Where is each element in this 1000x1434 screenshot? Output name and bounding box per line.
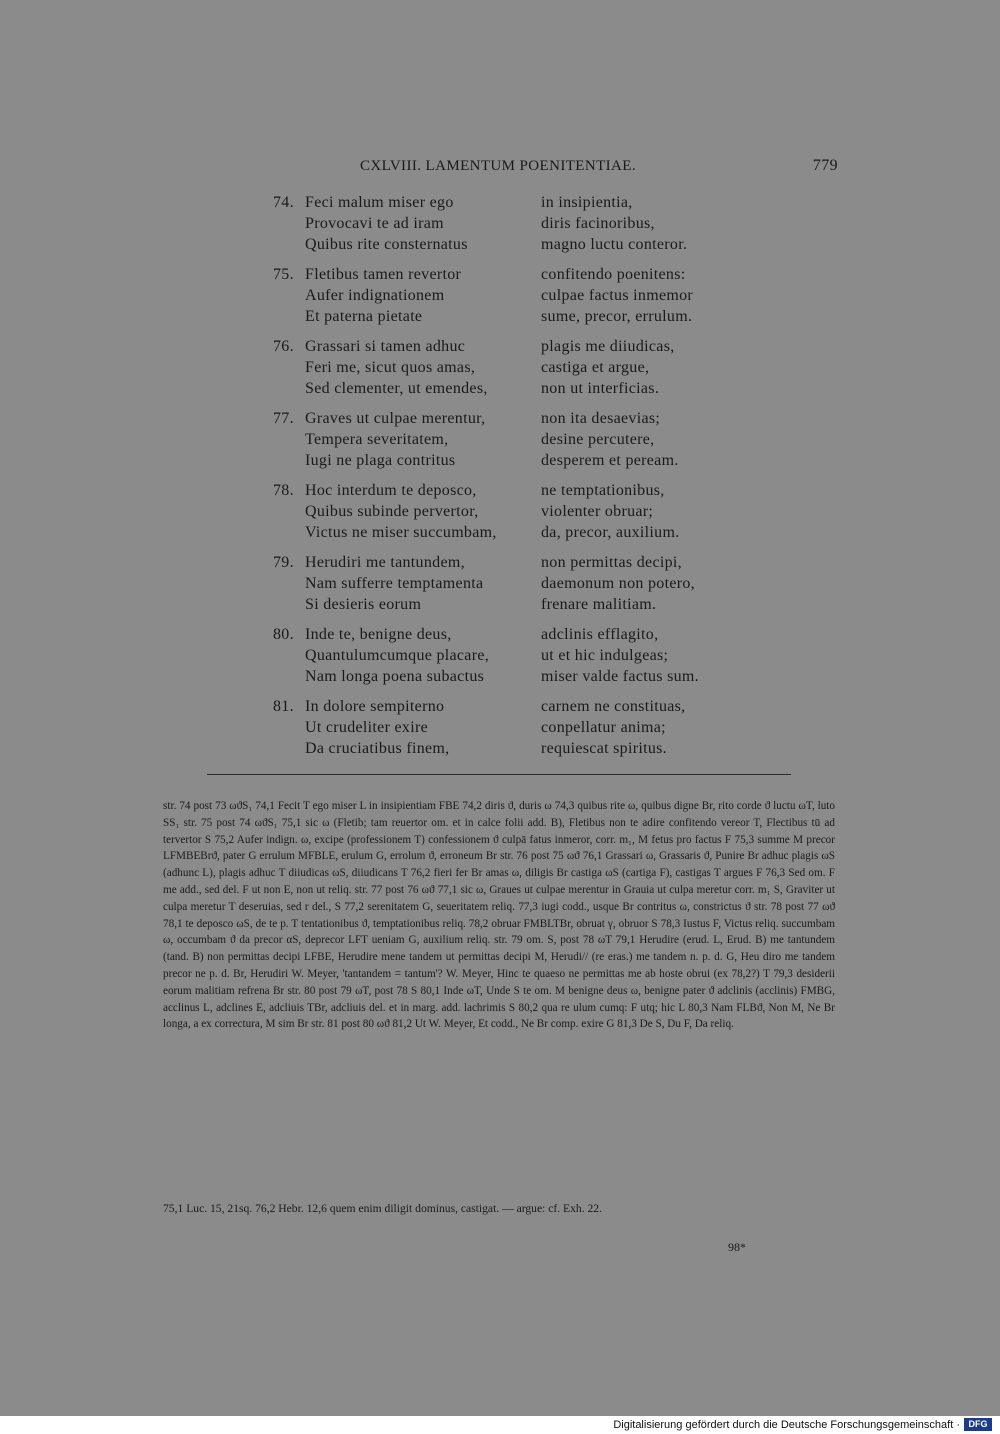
verse-second-half: desperem et peream.: [541, 452, 679, 469]
signature-mark: 98*: [728, 1240, 746, 1254]
verse-line: [273, 336, 793, 357]
verse-first-half: Herudiri me tantundem,: [305, 554, 465, 571]
verse-first-half: Tempera severitatem,: [305, 431, 449, 448]
verse-second-half: non ita desaevias;: [541, 410, 661, 427]
running-header: [360, 157, 838, 175]
verse-line: [273, 738, 793, 759]
verse-second-half: magno luctu conteror.: [541, 236, 688, 253]
verse-first-half: Ut crudeliter exire: [305, 719, 428, 736]
verse-line: [273, 192, 793, 213]
stanza-number: 78.: [273, 482, 294, 499]
verse-second-half: frenare malitiam.: [541, 596, 657, 613]
dfg-logo: DFG: [964, 1418, 992, 1431]
verse-second-half: non ut interficias.: [541, 380, 660, 397]
verse-line: [273, 306, 793, 327]
verse-second-half: conpellatur anima;: [541, 719, 666, 736]
verse-second-half: non permittas decipi,: [541, 554, 682, 571]
verse-second-half: plagis me diiudicas,: [541, 338, 675, 355]
stanza: [273, 336, 793, 399]
running-title: CXLVIII. LAMENTUM POENITENTIAE.: [360, 158, 636, 174]
stanza-number: 75.: [273, 266, 294, 283]
verse-second-half: diris facinoribus,: [541, 215, 655, 232]
verse-second-half: daemonum non potero,: [541, 575, 695, 592]
verse-first-half: Victus ne miser succumbam,: [305, 524, 497, 541]
verse-second-half: miser valde factus sum.: [541, 668, 699, 685]
verse-line: [273, 645, 793, 666]
verse-first-half: Aufer indignationem: [305, 287, 445, 304]
stanza-number: 74.: [273, 194, 294, 211]
verse-first-half: Si desieris eorum: [305, 596, 422, 613]
verse-second-half: ne temptationibus,: [541, 482, 665, 499]
verse-line: [273, 573, 793, 594]
verse-line: [273, 450, 793, 471]
page-number: 779: [812, 157, 838, 174]
verse-first-half: Provocavi te ad iram: [305, 215, 444, 232]
verse-first-half: Graves ut culpae merentur,: [305, 410, 486, 427]
stanza: [273, 264, 793, 327]
verse-first-half: Quibus rite consternatus: [305, 236, 468, 253]
stanza: [273, 696, 793, 759]
verse-second-half: confitendo poenitens:: [541, 266, 686, 283]
verse-first-half: Et paterna pietate: [305, 308, 423, 325]
verse-line: [273, 357, 793, 378]
verse-second-half: in insipientia,: [541, 194, 633, 211]
verse-first-half: In dolore sempiterno: [305, 698, 445, 715]
verse-second-half: ut et hic indulgeas;: [541, 647, 669, 664]
verse-second-half: carnem ne constituas,: [541, 698, 686, 715]
verse-line: [273, 594, 793, 615]
verse-second-half: adclinis efflagito,: [541, 626, 659, 643]
stanza: [273, 480, 793, 543]
verse-second-half: violenter obruar;: [541, 503, 654, 520]
stanza: [273, 552, 793, 615]
footer-credit: Digitalisierung gefördert durch die Deutsche Forschungsgemeinschaft ·: [613, 1419, 960, 1431]
verse-line: [273, 624, 793, 645]
stanza: [273, 408, 793, 471]
stanza-number: 79.: [273, 554, 294, 571]
verse-second-half: sume, precor, errulum.: [541, 308, 693, 325]
verse-first-half: Inde te, benigne deus,: [305, 626, 452, 643]
footnote-rule: [207, 774, 791, 775]
verse-first-half: Da cruciatibus finem,: [305, 740, 450, 757]
verse-line: [273, 234, 793, 255]
stanza-number: 77.: [273, 410, 294, 427]
verse-first-half: Feri me, sicut quos amas,: [305, 359, 476, 376]
verse-first-half: Sed clementer, ut emendes,: [305, 380, 488, 397]
verse-line: [273, 480, 793, 501]
critical-apparatus: str. 74 post 73 ωϑS₁ 74,1 Fecit T ego miser L in insipientiam FBE 74,2 diris ϑ, duris ω 74,3 quibus rite ω, quibus digne Br, rito corde ϑ luctu ωT, luto SS₁ str. 75 post 74 ωϑS₁ 75,1 sic ω (Fletib; tam reuertor om. et in calce folii add. B), Fletibus non te adire confitendo vereor T, Flectibus tū ad tervertor S 75,2 Aufer indign. ω, excipe (professionem T) confessionem ϑ culpā fatus inmeror, corr. m₁, M fetus pro factus F 75,3 summe M precor LFMBEBrϑ, pater G errulum MFBLE, erulum G, errolum ϑ, erroneum Br str. 76 post 75 ωϑ 76,1 Grassari ω, Grassaris ϑ, Punire Br adhuc plagis ωS (adhunc L), plagis adhuc T diiudicas ωS, diiudicans T 76,2 fieri fer Br amas ω, diligis Br castiga ωS (cartiga F), castigas T argues F 76,3 Sed om. F me add., sed del. F ut non E, non ut reliq. str. 77 post 76 ωϑ 77,1 sic ω, Graues ut culpae merentur in Grauia ut culpa meretur corr. m₁ S, Graviter ut culpa meretur T deseruias, sed r del., S 77,2 serenitatem G, seueritatem reliq. 77,3 iugi codd., usque Br contritus ω, constrictus ϑ str. 78 post 77 ωϑ 78,1 te deposco ωS, de te p. T tentationibus ϑ, temptationibus reliq. 78,2 obruar FMBLTBr, obruat γ, obruor S 78,3 Iustus F, Victus reliq. succumbam ω, occumbam ϑ da precor αS, deprecor LFT ueniam G, auxilium reliq. str. 79 om. S, post 78 ωT 79,1 Herudire (erud. L, Erud. B) me tantundem (tand. B) non permittas decipi LFBE, Herudire mene tandem ut permittas decipi M, Herudi// (re eras.) me tandem n. p. d. G, Heu diro me tandem precor ne p. d. Br, Herudiri W. Meyer, 'tantandem = tantum'? W. Meyer, Hinc te quaeso ne permittas me ab hoste obrui (ex 78,2?) T 79,3 desiderii eorum malitiam refrena Br str. 80 post 79 ωT, post 78 S 80,1 Inde ωT, Unde S te om. M benigne deus ω, benigne pater ϑ adclinis (acclinis) FMBG, acclinus L, adclines E, adcliuis TBr, adcliuis del. et in marg. add. lachrimis S 80,2 qua re ulum cumq: F utq; hic L 80,3 Nam FLBϑ, Non M, Ne Br longa, a ex correctura, M sim Br str. 81 post 80 ωϑ 81,2 Ut W. Meyer, Et codd., Ne Br comp. exire G 81,3 De S, Du F, Da reliq.: [163, 800, 835, 1031]
verse-line: [273, 285, 793, 306]
stanza-number: 76.: [273, 338, 294, 355]
verse-line: [273, 696, 793, 717]
verse-line: [273, 213, 793, 234]
verse-line: [273, 501, 793, 522]
verse-first-half: Grassari si tamen adhuc: [305, 338, 466, 355]
poem: [273, 192, 793, 768]
verse-second-half: castiga et argue,: [541, 359, 650, 376]
verse-line: [273, 666, 793, 687]
verse-first-half: Fletibus tamen revertor: [305, 266, 462, 283]
verse-first-half: Nam sufferre temptamenta: [305, 575, 484, 592]
verse-line: [273, 429, 793, 450]
source-notes: 75,1 Luc. 15, 21sq. 76,2 Hebr. 12,6 quem enim diligit dominus, castigat. — argue: cf. Exh. 22.: [163, 1202, 602, 1215]
stanza: [273, 192, 793, 255]
verse-line: [273, 408, 793, 429]
verse-first-half: Iugi ne plaga contritus: [305, 452, 456, 469]
verse-line: [273, 717, 793, 738]
verse-second-half: requiescat spiritus.: [541, 740, 667, 757]
verse-first-half: Hoc interdum te deposco,: [305, 482, 477, 499]
stanza-number: 81.: [273, 698, 294, 715]
verse-second-half: culpae factus inmemor: [541, 287, 694, 304]
verse-second-half: desine percutere,: [541, 431, 655, 448]
stanza: [273, 624, 793, 687]
verse-first-half: Nam longa poena subactus: [305, 668, 485, 685]
verse-first-half: Quibus subinde pervertor,: [305, 503, 479, 520]
verse-first-half: Feci malum miser ego: [305, 194, 454, 211]
verse-line: [273, 522, 793, 543]
verse-second-half: da, precor, auxilium.: [541, 524, 680, 541]
verse-line: [273, 552, 793, 573]
verse-line: [273, 264, 793, 285]
stanza-number: 80.: [273, 626, 294, 643]
verse-line: [273, 378, 793, 399]
verse-first-half: Quantulumcumque placare,: [305, 647, 490, 664]
